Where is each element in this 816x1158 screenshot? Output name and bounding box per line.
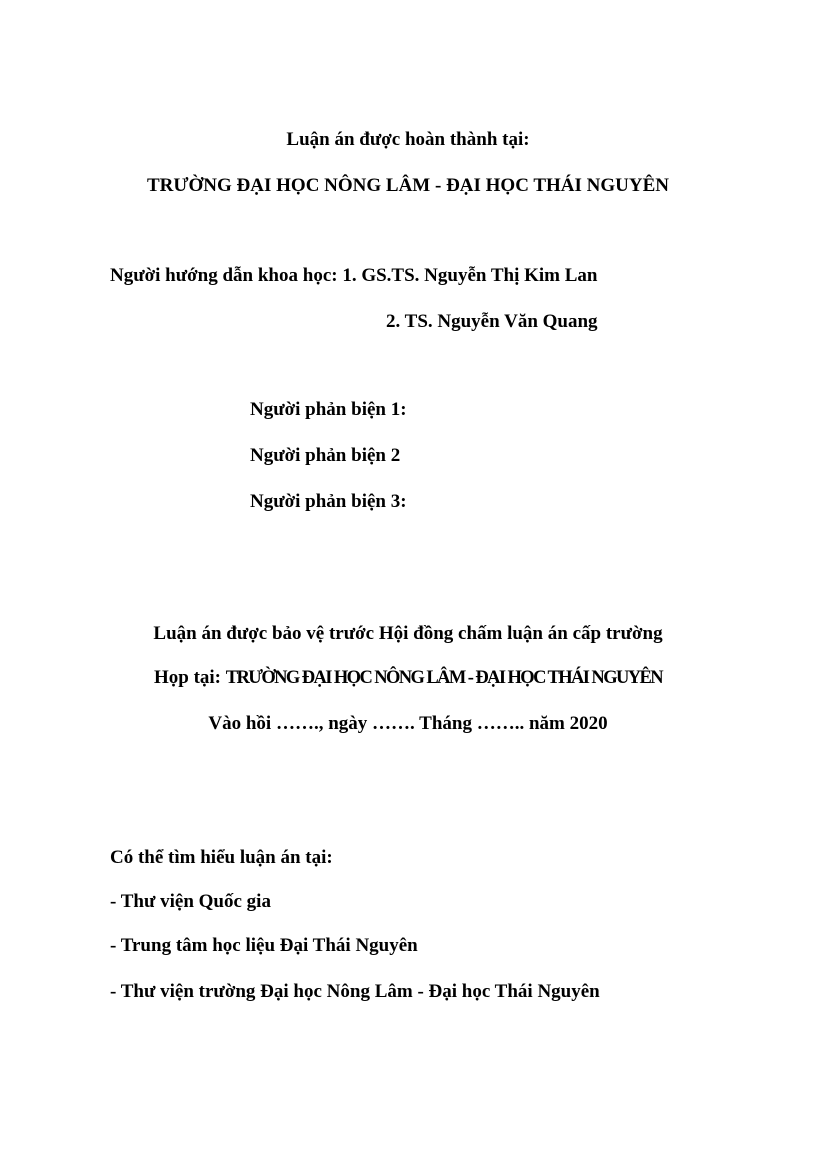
reviewer-1: Người phản biện 1: — [250, 399, 407, 420]
library-item: - Thư viện Quốc gia — [110, 891, 271, 912]
supervisor-line-2: 2. TS. Nguyễn Văn Quang — [386, 311, 598, 332]
reviewer-2: Người phản biện 2 — [250, 445, 401, 466]
supervisor-line-1: Người hướng dẫn khoa học: 1. GS.TS. Nguyễn Thị Kim Lan — [110, 265, 598, 286]
defense-venue-line — [0, 666, 816, 690]
defense-intro: Luận án được bảo vệ trước Hội đồng chấm luận án cấp trường — [153, 623, 663, 644]
defense-time: Vào hồi ……., ngày ……. Tháng …….. năm 2020 — [208, 713, 608, 734]
university-name: TRƯỜNG ĐẠI HỌC NÔNG LÂM - ĐẠI HỌC THÁI NGUYÊN — [147, 175, 669, 196]
library-item: - Thư viện trường Đại học Nông Lâm - Đại học Thái Nguyên — [110, 981, 600, 1002]
libraries-intro: Có thể tìm hiểu luận án tại: — [110, 847, 333, 868]
defense-venue: TRƯỜNG ĐẠI HỌC NÔNG LÂM - ĐẠI HỌC THÁI NGUYÊN — [225, 668, 663, 688]
defense-venue-label: Họp tại: — [153, 667, 226, 688]
reviewer-3: Người phản biện 3: — [250, 491, 407, 512]
completed-at-heading: Luận án được hoàn thành tại: — [286, 129, 530, 150]
library-item: - Trung tâm học liệu Đại Thái Nguyên — [110, 935, 418, 956]
